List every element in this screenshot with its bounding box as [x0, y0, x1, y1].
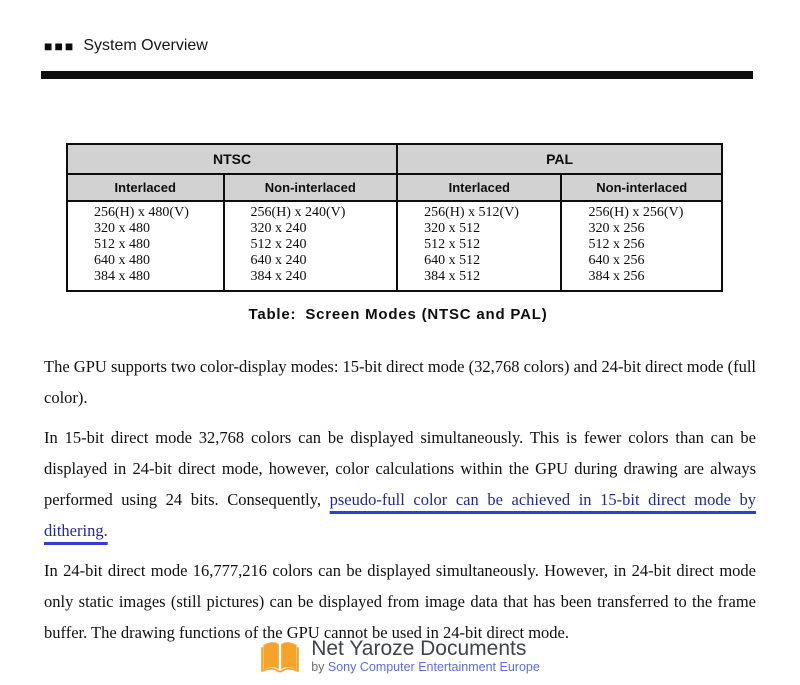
table-group-header-pal: PAL — [397, 144, 722, 174]
screen-modes-table — [66, 143, 723, 292]
table-col-header-ntsc-interlaced: Interlaced — [67, 174, 224, 201]
mode-value: 256(H) x 240(V) — [250, 205, 346, 220]
mode-value: 512 x 256 — [588, 237, 645, 252]
mode-value: 256(H) x 256(V) — [588, 205, 684, 220]
table-group-header-ntsc: NTSC — [67, 144, 397, 174]
paragraph-gpu-modes: The GPU supports two color-display modes: 15-bit direct mode (32,768 colors) and 24-bit direct mode (full color). — [44, 357, 756, 407]
table-cell-pal-noninterlaced — [561, 201, 722, 291]
table-cell-ntsc-noninterlaced — [224, 201, 398, 291]
table-caption — [0, 306, 796, 323]
table-caption-text: Screen Modes (NTSC and PAL) — [305, 306, 548, 323]
footer-logo — [0, 636, 800, 676]
mode-value: 640 x 256 — [588, 253, 645, 268]
table-cell-ntsc-interlaced — [67, 201, 224, 291]
mode-value: 384 x 240 — [250, 269, 307, 284]
mode-value: 640 x 240 — [250, 253, 307, 268]
table-col-header-pal-noninterlaced: Non-interlaced — [561, 174, 722, 201]
mode-value: 320 x 480 — [94, 221, 150, 236]
table-col-header-pal-interlaced: Interlaced — [397, 174, 561, 201]
mode-value: 384 x 480 — [94, 269, 150, 284]
footer-byline — [311, 660, 540, 675]
paragraph-15bit-lead: In 15-bit direct mode 32,768 colors can be displayed simultaneously. This is fewer colors than can be displayed in 24-bit direct mode, however, color calculations within the GPU during drawing are always performed using 24 bits. Consequently, — [44, 428, 756, 509]
mode-value: 384 x 512 — [424, 269, 481, 284]
mode-value: 512 x 512 — [424, 237, 481, 252]
section-header — [44, 37, 208, 55]
mode-value: 320 x 240 — [250, 221, 307, 236]
mode-value: 384 x 256 — [588, 269, 645, 284]
table-caption-label: Table: — [248, 306, 297, 323]
footer-byline-link[interactable]: Sony Computer Entertainment Europe — [327, 660, 540, 674]
mode-value: 320 x 512 — [424, 221, 481, 236]
footer-logo-title: Net Yaroze Documents — [311, 637, 527, 660]
mode-value: 512 x 240 — [250, 237, 307, 252]
mode-value: 640 x 512 — [424, 253, 481, 268]
table-col-header-ntsc-noninterlaced: Non-interlaced — [224, 174, 398, 201]
open-book-icon — [260, 636, 300, 676]
page-title: System Overview — [83, 37, 208, 54]
paragraph-15bit-mode — [44, 422, 756, 546]
mode-value: 512 x 480 — [94, 237, 150, 252]
mode-value: 256(H) x 512(V) — [424, 205, 519, 220]
body-text — [44, 351, 756, 657]
mode-value: 320 x 256 — [588, 221, 645, 236]
highlighted-text: pseudo-full color can be achieved in 15-bit direct mode by dithering. — [44, 490, 756, 540]
mode-value: 640 x 480 — [94, 253, 150, 268]
footer-text — [311, 637, 540, 675]
paragraph-24bit-mode: In 24-bit direct mode 16,777,216 colors can be displayed simultaneously. However, in 24-bit direct mode only static images (still pictures) can be displayed from image data that has been transferred to the frame buffer. The drawing functions of the GPU cannot be used in 24-bit direct mode. — [44, 561, 756, 642]
table-cell-pal-interlaced — [397, 201, 561, 291]
footer-byline-prefix: by — [311, 660, 325, 674]
header-rule-divider — [41, 71, 753, 79]
section-marker-icon: ■■■ — [44, 38, 76, 54]
mode-value: 256(H) x 480(V) — [94, 205, 189, 220]
